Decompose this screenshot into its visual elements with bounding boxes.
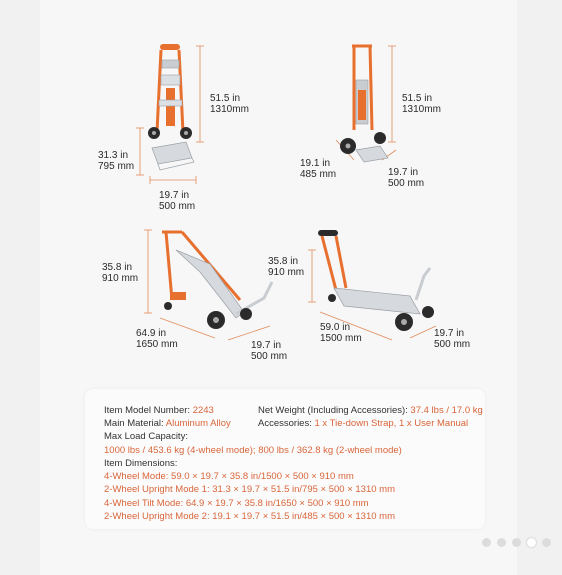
br-height-mm: 910 mm	[268, 267, 305, 278]
spec-accessories	[258, 418, 468, 430]
tl-width-mm: 500 mm	[159, 201, 196, 212]
br-height-in: 35.8 in	[268, 256, 299, 267]
tr-depth-mm: 485 mm	[300, 169, 337, 180]
spec-mode-4-wheel: 4-Wheel Mode: 59.0 × 19.7 × 35.8 in/1500 × 500 × 910 mm	[104, 471, 354, 482]
spec-model	[104, 405, 214, 417]
br-length-in: 59.0 in	[320, 322, 351, 333]
cart-4-wheel-mode	[318, 230, 434, 331]
tr-height-label	[402, 93, 441, 115]
spec-dims-label: Item Dimensions:	[104, 458, 178, 469]
bl-height-mm: 910 mm	[102, 273, 139, 284]
tr-width-mm: 500 mm	[388, 178, 425, 189]
spec-model-value: 2243	[192, 405, 214, 416]
spec-model-label: Item Model Number:	[104, 405, 191, 416]
spec-mode-upright-2: 2-Wheel Upright Mode 2: 19.1 × 19.7 × 51.5 in/485 × 500 × 1310 mm	[104, 511, 395, 522]
tr-height-in: 51.5 in	[402, 93, 433, 104]
bl-height-label	[102, 262, 138, 284]
br-width-mm: 500 mm	[434, 339, 471, 350]
br-length-label	[320, 322, 362, 344]
carousel-dot-3[interactable]	[512, 538, 521, 547]
spec-material-label: Main Material:	[104, 418, 164, 429]
bl-width-label	[251, 340, 287, 362]
br-width-label	[434, 328, 470, 350]
bl-width-in: 19.7 in	[251, 340, 282, 351]
spec-mode-upright-1: 2-Wheel Upright Mode 1: 31.3 × 19.7 × 51.5 in/795 × 500 × 1310 mm	[104, 484, 395, 495]
cart-tilt-mode	[162, 232, 272, 329]
tl-height-mm: 1310mm	[210, 104, 249, 115]
bl-width-mm: 500 mm	[251, 351, 288, 362]
tl-width-label	[159, 190, 195, 212]
br-height-label	[268, 256, 304, 278]
tl-depth-in: 31.3 in	[98, 150, 129, 161]
spec-accessories-value: 1 x Tie-down Strap, 1 x User Manual	[314, 418, 469, 429]
carousel-dot-4[interactable]	[527, 538, 536, 547]
tl-height-in: 51.5 in	[210, 93, 241, 104]
spec-material-value: Aluminum Alloy	[165, 418, 231, 429]
tl-depth-mm: 795 mm	[98, 161, 135, 172]
tr-depth-in: 19.1 in	[300, 158, 331, 169]
spec-accessories-label: Accessories:	[258, 418, 312, 429]
spec-load-label: Max Load Capacity:	[104, 431, 188, 442]
spec-weight	[258, 405, 483, 417]
spec-weight-value: 37.4 lbs / 17.0 kg	[410, 405, 483, 416]
carousel-dot-2[interactable]	[497, 538, 506, 547]
carousel-dots	[482, 538, 551, 547]
carousel-dot-5[interactable]	[542, 538, 551, 547]
br-length-mm: 1500 mm	[320, 333, 362, 344]
tl-width-in: 19.7 in	[159, 190, 190, 201]
bl-length-mm: 1650 mm	[136, 339, 178, 350]
bl-length-in: 64.9 in	[136, 328, 167, 339]
carousel-dot-1[interactable]	[482, 538, 491, 547]
cart-upright-mode-2	[340, 46, 388, 162]
tr-depth-label	[300, 158, 336, 180]
spec-weight-label: Net Weight (Including Accessories):	[258, 405, 408, 416]
tr-height-mm: 1310mm	[402, 104, 441, 115]
spec-load-value: 1000 lbs / 453.6 kg (4-wheel mode); 800 lbs / 362.8 kg (2-wheel mode)	[104, 445, 402, 456]
tr-width-in: 19.7 in	[388, 167, 419, 178]
cart-upright-mode-1	[148, 44, 194, 170]
spec-material	[104, 418, 231, 430]
tl-depth-label	[98, 150, 134, 172]
bl-length-label	[136, 328, 178, 350]
tr-width-label	[388, 167, 424, 189]
spec-mode-tilt: 4-Wheel Tilt Mode: 64.9 × 19.7 × 35.8 in/1650 × 500 × 910 mm	[104, 498, 369, 509]
tl-height-label	[210, 93, 249, 115]
spec-card	[85, 389, 485, 529]
bl-height-in: 35.8 in	[102, 262, 133, 273]
br-width-in: 19.7 in	[434, 328, 465, 339]
